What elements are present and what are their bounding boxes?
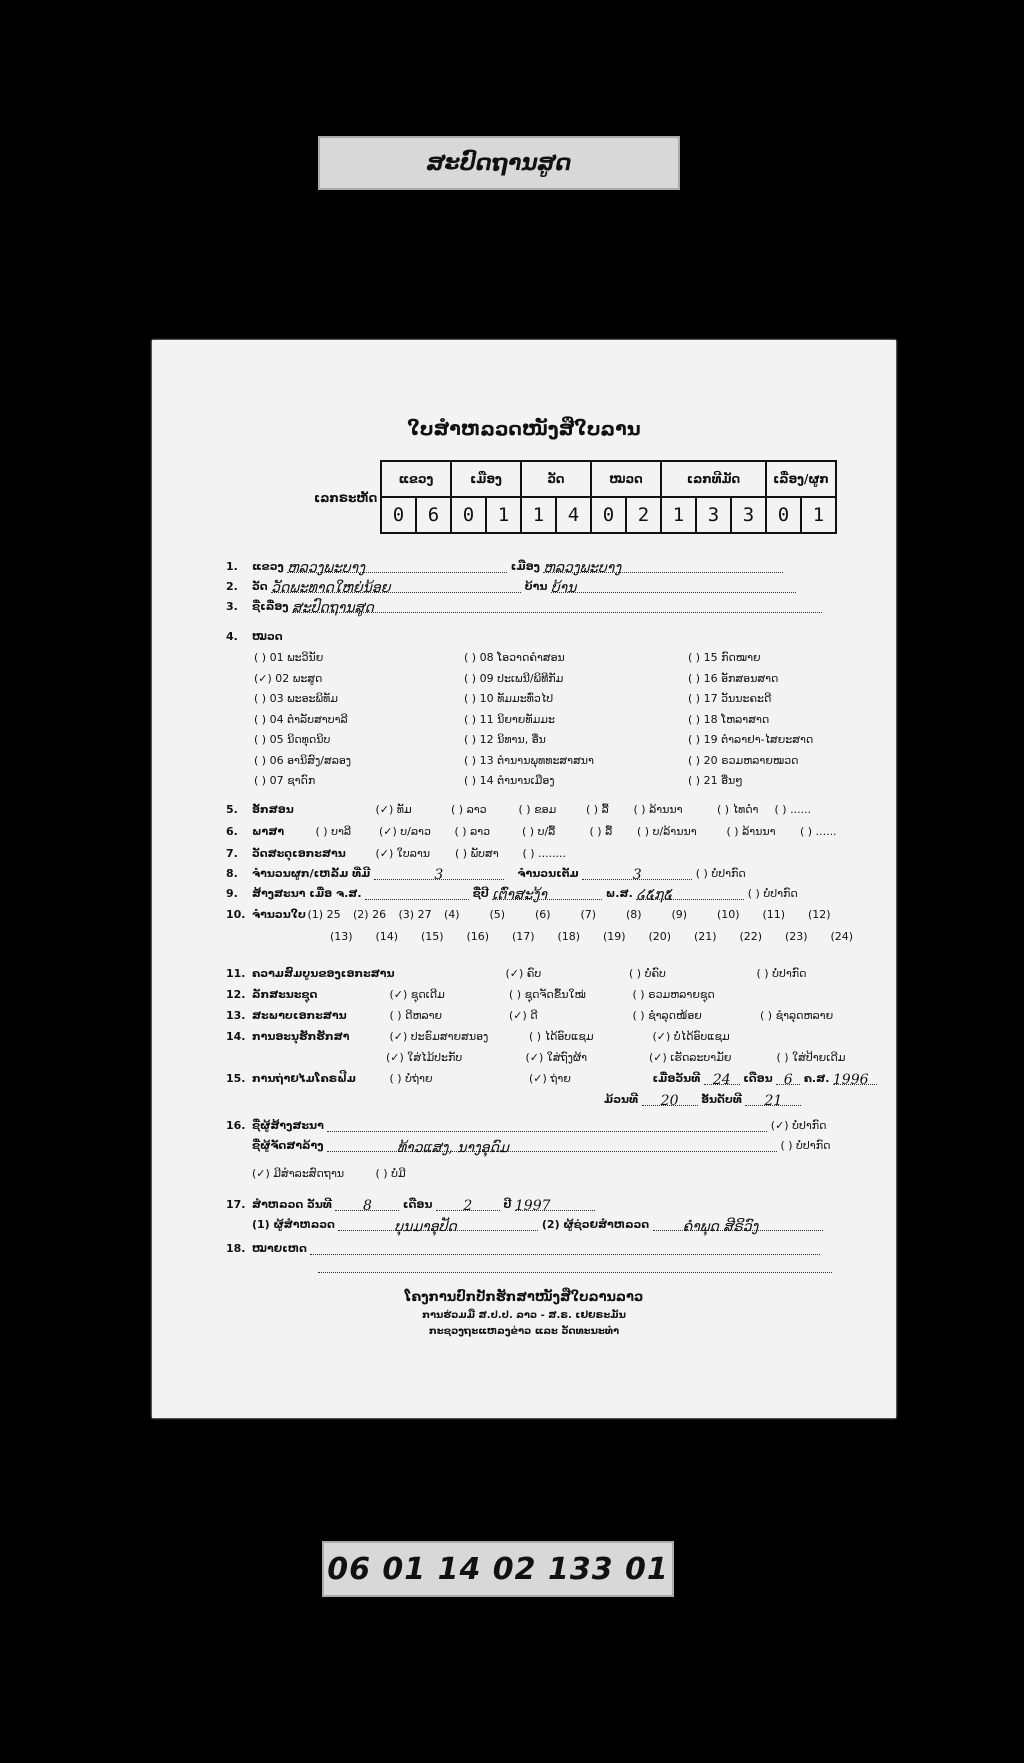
row-microfilm-roll bbox=[604, 1093, 801, 1109]
condition-option[interactable]: (✓) ດີ bbox=[509, 1009, 538, 1022]
code-header: ເລກທີມັດ bbox=[661, 461, 766, 497]
row-script bbox=[226, 803, 811, 816]
category-option[interactable]: ( ) 09 ປະເພນີ/ພິທີກັມ bbox=[464, 671, 564, 685]
microfilm-option[interactable]: (✓) ຖ່າຍ bbox=[529, 1072, 571, 1085]
script-option[interactable]: ( ) ລາວ bbox=[451, 803, 487, 816]
completeness-option[interactable]: ( ) ບໍ່ປາກົດ bbox=[756, 967, 807, 980]
leaf-count-cell: (9) bbox=[671, 908, 688, 921]
script-option[interactable]: ( ) ໄທດຳ bbox=[717, 803, 759, 816]
category-option[interactable]: ( ) 05 ນິດທຸດນິບ bbox=[254, 733, 331, 746]
language-option[interactable]: ( ) ບ/ລື້ bbox=[522, 825, 556, 838]
row-set-type bbox=[226, 988, 715, 1001]
leaf-count-cell: (1) 25 bbox=[307, 908, 341, 921]
frame-value: 21 bbox=[745, 1093, 801, 1106]
province-value: ຫລວງພະບາງ bbox=[287, 560, 507, 573]
row-scribe bbox=[226, 1119, 827, 1132]
leaf-count-cell: (23) bbox=[785, 930, 808, 943]
category-option[interactable]: (✓) 02 ພະສູດ bbox=[254, 671, 323, 685]
bottom-code-label: 06 01 14 02 133 01 bbox=[322, 1541, 674, 1597]
row-sponsor-flags bbox=[252, 1167, 406, 1180]
survey-month: 2 bbox=[436, 1198, 500, 1211]
leaf-count-cell: (8) bbox=[626, 908, 642, 921]
form-title: ໃບສຳຫລວດໜັງສືໃບລານ bbox=[407, 418, 641, 440]
preservation-option[interactable]: (✓) ໃສ່ຖົງຜ້າ bbox=[525, 1051, 588, 1064]
microfilm-month-label: ເດືອນ bbox=[743, 1072, 773, 1085]
set-type-option[interactable]: ( ) ຊຸດຈັດຂຶ້ນໃໝ່ bbox=[509, 988, 586, 1001]
temple-value: ວັດພະທາດໃຫຍ່ນ້ອຍ bbox=[271, 580, 521, 593]
row-number: 10. bbox=[226, 908, 246, 921]
preservation-option[interactable]: ( ) ໄດ້ອົບແຊມ bbox=[529, 1030, 594, 1043]
row-date-written bbox=[226, 887, 798, 903]
leaf-count-cell: (4) bbox=[444, 908, 460, 921]
leaf-count-cell: (20) bbox=[648, 930, 672, 943]
sponsor-not-shown-option[interactable]: ( ) ບໍ່ປາກົດ bbox=[780, 1139, 831, 1152]
title-value: ສະປົດຖານສູດ bbox=[292, 600, 822, 613]
code-header: ແຂວງ bbox=[381, 461, 451, 497]
survey-year: 1997 bbox=[515, 1198, 595, 1211]
full-count-label: ຈຳນວນເຕັມ bbox=[517, 867, 579, 880]
category-option[interactable]: ( ) 11 ນິຍາຍທັມມະ bbox=[464, 712, 555, 726]
notes-label: ໝາຍເຫດ bbox=[252, 1242, 307, 1255]
bundle-count-value: 3 bbox=[374, 867, 504, 880]
category-option[interactable]: ( ) 19 ຕຳລາຢາ-ໄສຍະສາດ bbox=[688, 733, 814, 746]
full-count-value: 3 bbox=[582, 867, 692, 880]
leaf-count-cell: (2) 26 bbox=[353, 908, 387, 921]
year-name-value: ເຕົ່າສະງ້າ bbox=[492, 887, 602, 900]
material-option[interactable]: ( ) ພັບສາ bbox=[455, 847, 499, 860]
completeness-option[interactable]: ( ) ບໍ່ຄົບ bbox=[629, 967, 666, 980]
row-microfilm bbox=[226, 1072, 877, 1088]
code-digit: 0 bbox=[766, 497, 801, 533]
code-digit: 1 bbox=[661, 497, 696, 533]
roll-label: ມ້ວນທີ bbox=[604, 1093, 639, 1106]
leaf-count-cell: (5) bbox=[489, 908, 506, 921]
footer-ministry: ກະຊວງຖະແຫລງຂ່າວ ແລະ ວັດທະນະທຳ bbox=[428, 1326, 620, 1337]
leaf-count-cell: (11) bbox=[762, 908, 786, 921]
roll-value: 20 bbox=[642, 1093, 698, 1106]
sponsor-flag-option[interactable]: ( ) ບໍ່ມີ bbox=[375, 1167, 406, 1180]
village-label: ບ້ານ bbox=[524, 580, 548, 593]
row-number: 18. bbox=[226, 1242, 246, 1255]
category-option[interactable]: ( ) 20 ຣວມຫລາຍໝວດ bbox=[688, 753, 799, 767]
temple-label: ວັດ bbox=[252, 580, 268, 593]
leaf-count-cell: (16) bbox=[466, 930, 490, 943]
leaf-count-cell: (15) bbox=[421, 930, 444, 943]
surveyor-label: (1) ຜູ້ສຳຫລວດ bbox=[252, 1218, 335, 1231]
code-digit: 3 bbox=[696, 497, 731, 533]
set-type-option[interactable]: ( ) ຣວມຫລາຍຊຸດ bbox=[632, 988, 715, 1001]
category-option[interactable]: ( ) 13 ຕຳນານພຸທທະສາສນາ bbox=[464, 753, 594, 767]
leaf-count-cell: (21) bbox=[694, 930, 717, 943]
condition-option[interactable]: ( ) ດີຫລາຍ bbox=[389, 1009, 443, 1022]
set-type-label: ລັກສະນະຊຸດ bbox=[252, 988, 318, 1001]
preservation-option[interactable]: (✓) ໃສ່ໄມ້ປະກັບ bbox=[386, 1051, 463, 1064]
condition-option[interactable]: ( ) ຊຳລຸດຫລາຍ bbox=[760, 1009, 834, 1022]
survey-month-label: ເດືອນ bbox=[402, 1198, 433, 1211]
language-label: ພາສາ bbox=[252, 825, 285, 838]
category-option[interactable]: ( ) 01 ພະວິນັຍ bbox=[254, 651, 324, 664]
code-digit: 2 bbox=[626, 497, 661, 533]
row-survey-date bbox=[226, 1198, 595, 1214]
material-option[interactable]: (✓) ໃບລານ bbox=[375, 847, 431, 860]
frame-label: ອັນດັບທີ bbox=[701, 1093, 742, 1106]
category-option[interactable]: ( ) 16 ອັກສອນສາດ bbox=[688, 671, 779, 685]
leaf-count-cell: (14) bbox=[375, 930, 399, 943]
category-option[interactable]: ( ) 08 ໂອວາດຄຳສອນ bbox=[464, 651, 565, 664]
microfilm-year: 1996 bbox=[833, 1072, 877, 1085]
leaf-count-cell: (22) bbox=[739, 930, 763, 943]
row-notes bbox=[226, 1242, 820, 1255]
assistant-label: (2) ຜູ້ຊ່ວຍສຳຫລວດ bbox=[541, 1218, 650, 1231]
survey-form-page bbox=[152, 340, 896, 1418]
row-number: 17. bbox=[226, 1198, 246, 1211]
microfilm-day: 24 bbox=[704, 1072, 740, 1085]
code-digit: 0 bbox=[381, 497, 416, 533]
row-preservation bbox=[226, 1030, 730, 1043]
language-option[interactable]: ( ) ...... bbox=[800, 825, 837, 838]
code-header: ເມືອງ bbox=[451, 461, 521, 497]
preservation-option[interactable]: ( ) ໃສ່ປ້າຍເດີມ bbox=[776, 1051, 846, 1064]
row-category bbox=[226, 630, 283, 643]
condition-label: ສະພາບເອກະສານ bbox=[252, 1009, 347, 1022]
material-option[interactable]: ( ) ........ bbox=[522, 847, 567, 860]
category-column-2 bbox=[464, 648, 594, 792]
set-type-option[interactable]: (✓) ຊຸດເດີມ bbox=[389, 988, 445, 1001]
leaf-count-cell: (10) bbox=[717, 908, 740, 921]
leaf-count-cell: (13) bbox=[330, 930, 353, 943]
row-number: 4. bbox=[226, 630, 238, 643]
microfilm-month: 6 bbox=[776, 1072, 800, 1085]
preservation-option[interactable]: (✓) ປະຣົມສາຍສນອງ bbox=[389, 1030, 489, 1043]
code-digit: 0 bbox=[451, 497, 486, 533]
row-leaf-count bbox=[226, 908, 831, 921]
row-number: 5. bbox=[226, 803, 238, 816]
row-surveyors bbox=[252, 1218, 823, 1235]
row-completeness bbox=[226, 967, 807, 980]
bundle-count-label: ຈຳນວນຜູກ/ເຫລັ້ມ ທີ່ມີ bbox=[252, 867, 371, 880]
language-option[interactable]: ( ) ລ້ານນາ bbox=[726, 825, 776, 838]
row-condition bbox=[226, 1009, 833, 1022]
be-label: ພ.ສ. bbox=[605, 887, 633, 900]
category-option[interactable]: ( ) 21 ອື່ນໆ bbox=[688, 774, 743, 787]
row-number: 2. bbox=[226, 580, 238, 593]
category-option[interactable]: ( ) 18 ໂຫລາສາດ bbox=[688, 712, 770, 726]
condition-option[interactable]: ( ) ຊຳລຸດໜ້ອຍ bbox=[632, 1009, 702, 1022]
sponsor-flag-option[interactable]: (✓) ມີສຳລະສົດຖານ bbox=[252, 1167, 345, 1180]
survey-year-label: ປີ bbox=[503, 1198, 512, 1211]
code-digit: 1 bbox=[486, 497, 521, 533]
leaf-count-cell: (19) bbox=[603, 930, 626, 943]
script-option[interactable]: (✓) ທັມ bbox=[375, 803, 412, 816]
row-preservation-2 bbox=[386, 1051, 845, 1064]
category-option[interactable]: ( ) 10 ທັມມະທົ່ວໄປ bbox=[464, 692, 554, 705]
row-number: 8. bbox=[226, 867, 238, 880]
category-option[interactable]: ( ) 03 ພະອະພິທັມ bbox=[254, 692, 338, 705]
footer-project-name: ໂຄງການປົກປັກຮັກສາໜັງສືໃບລານລາວ bbox=[404, 1290, 644, 1305]
code-digit: 0 bbox=[591, 497, 626, 533]
row-leaf-count-2 bbox=[330, 930, 853, 943]
preservation-label: ການອະນຸຮັກຮັກສາ bbox=[252, 1030, 350, 1043]
code-header: ວັດ bbox=[521, 461, 591, 497]
script-option[interactable]: ( ) ລື້ bbox=[586, 803, 609, 816]
code-digit: 1 bbox=[801, 497, 836, 533]
district-label: ເມືອງ bbox=[510, 560, 540, 573]
survey-day: 8 bbox=[335, 1198, 399, 1211]
notes-line bbox=[318, 1260, 832, 1273]
leaf-count-cell: (12) bbox=[808, 908, 831, 921]
language-option[interactable]: ( ) ບາລີ bbox=[315, 825, 352, 838]
row-title bbox=[226, 600, 822, 616]
script-option[interactable]: ( ) ລ້ານນາ bbox=[633, 803, 683, 816]
row-sponsor bbox=[252, 1139, 831, 1156]
preservation-option[interactable]: (✓) ເຮັດລະບາມັຍ bbox=[649, 1051, 732, 1064]
scribe-not-shown-option[interactable]: (✓) ບໍ່ປາກົດ bbox=[770, 1119, 827, 1132]
code-label: ເລກຣະຫັດ bbox=[314, 491, 378, 505]
completeness-label: ຄວາມສົມບູນຂອງເອກະສານ bbox=[252, 967, 395, 980]
row-number: 6. bbox=[226, 825, 238, 838]
leaf-count-cell: (17) bbox=[512, 930, 535, 943]
preservation-option[interactable]: (✓) ບໍ່ໄດ້ອົບແຊມ bbox=[652, 1030, 730, 1043]
footer-cooperation: ການຮ່ວມມື ສ.ປ.ປ. ລາວ - ສ.ຣ. ເຢຍຣະມັນ bbox=[422, 1310, 626, 1321]
row-material bbox=[226, 847, 566, 860]
row-number: 16. bbox=[226, 1119, 246, 1132]
row-number: 9. bbox=[226, 887, 238, 900]
category-option[interactable]: ( ) 15 ກົດໝາຍ bbox=[688, 651, 761, 664]
row-number: 7. bbox=[226, 847, 238, 860]
script-option[interactable]: ( ) ຂອມ bbox=[518, 803, 557, 816]
leaf-count-label: ຈຳນວນໃບ bbox=[252, 908, 306, 921]
be-value: ໒໕໗໕ bbox=[636, 887, 744, 900]
row-language bbox=[226, 825, 837, 838]
bundle-not-shown-option[interactable]: ( ) ບໍ່ປາກົດ bbox=[695, 867, 746, 880]
row-number: 15. bbox=[226, 1072, 246, 1085]
date-not-shown-option[interactable]: ( ) ບໍ່ປາກົດ bbox=[747, 887, 798, 900]
assistant-value: ຄຳພຸດ ສີຣິວົງ bbox=[653, 1219, 823, 1231]
category-option[interactable]: ( ) 04 ຕຳລັບສາບາລີ bbox=[254, 712, 348, 726]
script-option[interactable]: ( ) ...... bbox=[774, 803, 812, 816]
survey-date-label: ສຳຫລວດ ວັນທີ bbox=[252, 1198, 332, 1211]
category-option[interactable]: ( ) 06 ອານິສົງ/ສລອງ bbox=[254, 753, 352, 767]
surveyor-value: ບຸນມາອຸປັດ bbox=[338, 1219, 538, 1231]
row-number: 11. bbox=[226, 967, 246, 980]
row-number: 14. bbox=[226, 1030, 246, 1043]
sponsor-value: ທ້າວແສງ, ນາງອຸດົມ bbox=[327, 1140, 777, 1152]
title-label: ຊື່ເລື່ອງ bbox=[252, 600, 289, 613]
code-digit: 4 bbox=[556, 497, 591, 533]
category-label: ໝວດ bbox=[252, 630, 283, 643]
row-temple bbox=[226, 580, 796, 596]
code-digit: 6 bbox=[416, 497, 451, 533]
province-label: ແຂວງ bbox=[252, 560, 284, 573]
year-name-label: ຊື່ປີ bbox=[472, 887, 489, 900]
leaf-count-cell: (24) bbox=[830, 930, 854, 943]
script-label: ອັກສອນ bbox=[252, 803, 294, 816]
row-number: 3. bbox=[226, 600, 238, 613]
category-option[interactable]: ( ) 07 ຊາດົກ bbox=[254, 774, 316, 787]
row-number: 13. bbox=[226, 1009, 246, 1022]
written-date-label: ສ້າງສະນາ ເມື່ອ ຈ.ສ. bbox=[252, 887, 362, 900]
leaf-count-cell: (6) bbox=[535, 908, 551, 921]
completeness-option[interactable]: (✓) ຄົບ bbox=[505, 967, 542, 980]
row-number: 12. bbox=[226, 988, 246, 1001]
row-number: 1. bbox=[226, 560, 238, 573]
code-header: ເລື່ອງ/ຜູກ bbox=[766, 461, 836, 497]
language-option[interactable]: ( ) ລື້ bbox=[589, 825, 613, 838]
language-option[interactable]: ( ) ບ/ລ້ານນາ bbox=[637, 825, 697, 838]
code-digit: 1 bbox=[521, 497, 556, 533]
code-table bbox=[380, 460, 837, 534]
scribe-label: ຊື່ຜູ້ສ້າງສະນາ bbox=[252, 1119, 324, 1132]
row-province bbox=[226, 560, 783, 576]
category-column-3 bbox=[688, 648, 813, 792]
language-option[interactable]: (✓) ບ/ລາວ bbox=[379, 825, 431, 838]
row-bundle-count bbox=[226, 867, 746, 883]
material-label: ວັດສະດຸເອກະສານ bbox=[252, 847, 346, 860]
microfilm-option[interactable]: ( ) ບໍ່ຖ່າຍ bbox=[389, 1072, 433, 1085]
category-option[interactable]: ( ) 17 ວັນນະຄະດີ bbox=[688, 692, 772, 705]
leaf-count-cell: (7) bbox=[580, 908, 597, 921]
district-value: ຫລວງພະບາງ bbox=[543, 560, 783, 573]
category-option[interactable]: ( ) 12 ນິທານ, ອື່ນ bbox=[464, 733, 546, 746]
microfilm-year-label: ຄ.ສ. bbox=[803, 1072, 830, 1085]
village-value: ບ້ານ bbox=[551, 580, 796, 593]
code-digit: 3 bbox=[731, 497, 766, 533]
leaf-count-cell: (3) 27 bbox=[398, 908, 432, 921]
microfilm-date-label: ເມື່ອວັນທີ bbox=[652, 1072, 701, 1085]
category-option[interactable]: ( ) 14 ຕຳນານເມືອງ bbox=[464, 774, 555, 787]
microfilm-label: ການຖ່າຍໄມໂຄຣຟີມ bbox=[252, 1072, 356, 1085]
language-option[interactable]: ( ) ລາວ bbox=[454, 825, 491, 838]
category-column-1 bbox=[254, 648, 351, 792]
code-header: ໝວດ bbox=[591, 461, 661, 497]
top-title-label: ສະປົດຖານສູດ bbox=[318, 136, 680, 190]
sponsor-label: ຊື່ຜູ້ຈັດສາລ້າງ bbox=[252, 1139, 324, 1152]
leaf-count-cell: (18) bbox=[557, 930, 581, 943]
